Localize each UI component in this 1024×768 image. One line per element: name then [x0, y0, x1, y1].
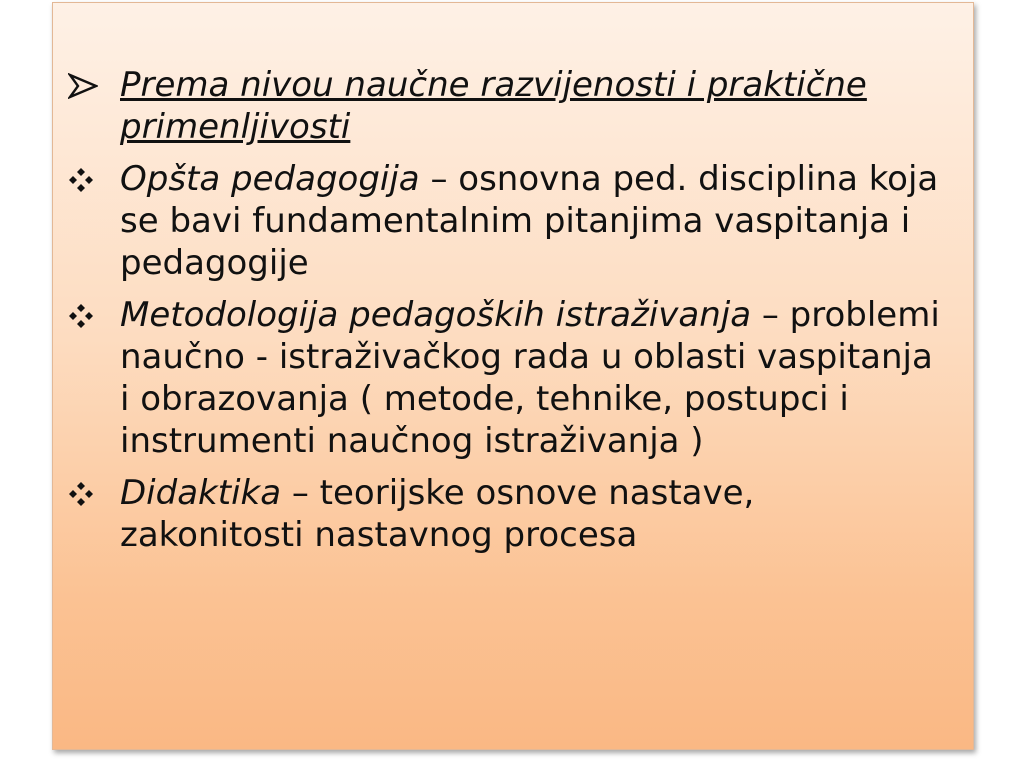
term-text: Opšta pedagogija: [120, 159, 420, 199]
arrow-bullet-icon: [66, 64, 102, 106]
diamond-bullet-icon: [66, 158, 102, 200]
diamond-bullet-icon: [66, 472, 102, 514]
dash-text: –: [419, 159, 459, 199]
diamond-bullet-icon: [66, 294, 102, 336]
heading-text: Prema nivou naučne razvijenosti i praktične primenljivosti: [120, 65, 867, 147]
bullet-list: [66, 64, 946, 566]
list-item-heading: [66, 64, 946, 148]
list-item-didaktika: [66, 472, 946, 556]
dash-text: –: [281, 473, 320, 513]
dash-text: –: [751, 295, 790, 335]
term-text: Metodologija pedagoških istraživanja: [120, 295, 752, 335]
description-text: osnovna ped. disciplina koja se bavi fundamentalnim pitanjima vaspitanja i pedagogije: [120, 159, 939, 283]
description-text: teorijske osnove nastave, zakonitosti nastavnog procesa: [120, 473, 755, 555]
description-text: problemi naučno - istraživačkog rada u oblasti vaspitanja i obrazovanja ( metode, tehnike, postupci i instrumenti naučnog istraživanja ): [120, 295, 940, 461]
list-item-opsta-pedagogija: [66, 158, 946, 284]
list-item-metodologija: [66, 294, 946, 462]
term-text: Didaktika: [120, 473, 282, 513]
